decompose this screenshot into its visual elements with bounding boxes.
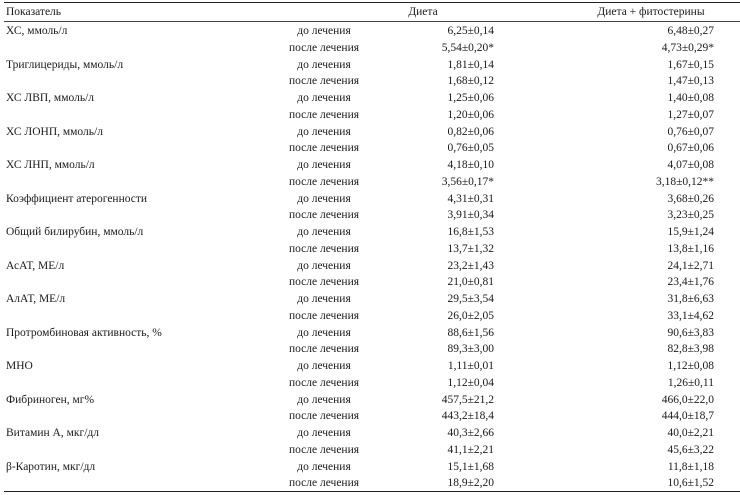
indicator-cell: Витамин А, мкг/дл [6,427,99,439]
timepoint-cell: после лечения [288,175,360,188]
phytosterol-value-cell: 1,26±0,11 [667,376,714,389]
timepoint-cell: до лечения [297,293,351,305]
phytosterol-value-cell: 3,23±0,25 [667,209,714,222]
phytosterol-value-cell: 11,8±1,18 [667,460,714,473]
phytosterol-value-cell: 1,67±0,15 [667,58,714,71]
indicator-cell: Коэффициент атерогенности [6,192,148,205]
phytosterol-value-cell: 40,0±2,21 [667,427,714,439]
table-row [4,375,740,392]
timepoint-cell: после лечения [288,276,360,289]
table-row [4,308,740,325]
diet-value-cell: 21,0±0,81 [447,276,494,289]
phytosterol-value-cell: 23,4±1,76 [667,276,714,289]
diet-value-cell: 88,6±1,56 [447,326,494,339]
phytosterol-value-cell: 6,48±0,27 [667,25,714,37]
table-row [4,207,740,224]
phytosterol-value-cell: 24,1±2,71 [667,259,714,272]
phytosterol-value-cell: 3,68±0,26 [667,192,714,205]
indicator-cell: Триглицериды, ммоль/л [6,58,124,71]
diet-value-cell: 89,3±3,00 [447,343,494,356]
phytosterol-value-cell: 4,73±0,29* [661,41,714,54]
diet-value-cell: 29,5±3,54 [447,293,494,305]
diet-value-cell: 4,31±0,31 [447,192,494,205]
timepoint-cell: до лечения [297,226,351,238]
table-row [4,241,740,258]
indicator-cell: МНО [6,360,33,372]
diet-value-cell: 40,3±2,66 [447,427,494,439]
timepoint-cell: до лечения [297,460,351,473]
phytosterol-value-cell: 82,8±3,98 [667,343,714,356]
table-row [4,224,740,241]
table-row [4,358,740,375]
diet-value-cell: 13,7±1,32 [447,242,494,255]
diet-value-cell: 26,0±2,05 [447,309,494,322]
phytosterol-value-cell: 4,07±0,08 [667,159,714,171]
timepoint-cell: после лечения [288,209,360,222]
timepoint-cell: после лечения [288,376,360,389]
timepoint-cell: после лечения [288,75,360,88]
diet-value-cell: 3,91±0,34 [447,209,494,222]
table-row [4,459,740,476]
diet-value-cell: 5,54±0,20* [441,41,494,54]
indicator-cell: АсАТ, МЕ/л [6,259,65,272]
phytosterol-value-cell: 466,0±22,0 [661,393,714,406]
diet-value-cell: 41,1±2,21 [447,443,494,456]
phytosterol-value-cell: 10,6±1,52 [667,477,714,490]
diet-value-cell: 457,5±21,2 [441,393,494,406]
table-row [4,57,740,74]
phytosterol-value-cell: 15,9±1,24 [667,226,714,238]
table-row [4,442,740,459]
timepoint-cell: до лечения [297,326,351,339]
table-row [4,191,740,208]
header-diet: Диета [408,6,438,18]
diet-value-cell: 1,11±0,01 [447,360,494,372]
diet-value-cell: 1,68±0,12 [447,75,494,88]
indicator-cell: ХС ЛНП, ммоль/л [6,159,95,171]
header-rule [4,21,740,22]
phytosterol-value-cell: 1,40±0,08 [667,92,714,104]
table-row [4,174,740,191]
timepoint-cell: до лечения [297,92,351,104]
phytosterol-value-cell: 1,47±0,13 [667,75,714,88]
diet-value-cell: 3,56±0,17* [441,175,494,188]
timepoint-cell: после лечения [288,309,360,322]
table-bottom-rule [4,491,740,492]
phytosterol-value-cell: 0,76±0,07 [667,125,714,138]
header-indicator: Показатель [6,6,62,18]
timepoint-cell: до лечения [297,393,351,406]
timepoint-cell: после лечения [288,242,360,255]
indicator-cell: Фибриноген, мг% [6,393,95,406]
diet-value-cell: 0,76±0,05 [447,142,494,155]
indicator-cell: β-Каротин, мкг/дл [6,460,96,473]
indicator-cell: АлАТ, МЕ/л [6,293,66,305]
timepoint-cell: после лечения [288,343,360,356]
diet-value-cell: 1,25±0,06 [447,92,494,104]
diet-value-cell: 15,1±1,68 [447,460,494,473]
indicator-cell: ХС ЛВП, ммоль/л [6,92,95,104]
diet-value-cell: 16,8±1,53 [447,226,494,238]
timepoint-cell: после лечения [288,41,360,54]
timepoint-cell: до лечения [297,192,351,205]
table-row [4,124,740,141]
diet-value-cell: 1,20±0,06 [447,108,494,121]
phytosterol-value-cell: 90,6±3,83 [667,326,714,339]
table-row [4,425,740,442]
diet-value-cell: 6,25±0,14 [447,25,494,37]
timepoint-cell: до лечения [297,125,351,138]
table-row [4,475,740,492]
table-row [4,107,740,124]
table-row [4,157,740,174]
table-row [4,325,740,342]
diet-value-cell: 18,9±2,20 [447,477,494,490]
table-row [4,258,740,275]
timepoint-cell: до лечения [297,159,351,171]
phytosterol-value-cell: 1,12±0,08 [667,360,714,372]
phytosterol-value-cell: 31,8±6,63 [667,293,714,305]
timepoint-cell: после лечения [288,410,360,423]
indicator-cell: Общий билирубин, ммоль/л [6,226,144,238]
timepoint-cell: до лечения [297,25,351,37]
timepoint-cell: до лечения [297,427,351,439]
table-row [4,73,740,90]
phytosterol-value-cell: 13,8±1,16 [667,242,714,255]
diet-value-cell: 443,2±18,4 [441,410,494,423]
phytosterol-value-cell: 0,67±0,06 [667,142,714,155]
timepoint-cell: после лечения [288,142,360,155]
phytosterol-value-cell: 444,0±18,7 [661,410,714,423]
indicator-cell: Протромбиновая активность, % [6,326,162,339]
diet-value-cell: 0,82±0,06 [447,125,494,138]
indicator-cell: ХС ЛОНП, ммоль/л [6,125,103,138]
indicator-cell: ХС, ммоль/л [6,25,68,37]
timepoint-cell: после лечения [288,108,360,121]
table-row [4,90,740,107]
table-row [4,274,740,291]
diet-value-cell: 1,81±0,14 [447,58,494,71]
table-row [4,291,740,308]
timepoint-cell: до лечения [297,58,351,71]
phytosterol-value-cell: 33,1±4,62 [667,309,714,322]
timepoint-cell: до лечения [297,259,351,272]
phytosterol-value-cell: 3,18±0,12** [655,175,714,188]
header-diet-phytosterols: Диета + фитостерины [597,6,705,18]
table-row [4,341,740,358]
diet-value-cell: 1,12±0,04 [447,376,494,389]
timepoint-cell: после лечения [288,443,360,456]
phytosterol-value-cell: 45,6±3,22 [667,443,714,456]
timepoint-cell: до лечения [297,360,351,372]
table-row [4,408,740,425]
timepoint-cell: после лечения [288,477,360,490]
table-row [4,23,740,40]
phytosterol-value-cell: 1,27±0,07 [667,108,714,121]
diet-value-cell: 4,18±0,10 [447,159,494,171]
diet-value-cell: 23,2±1,43 [447,259,494,272]
table-row [4,392,740,409]
table-top-rule [4,2,740,3]
table-row [4,40,740,57]
table-row [4,140,740,157]
